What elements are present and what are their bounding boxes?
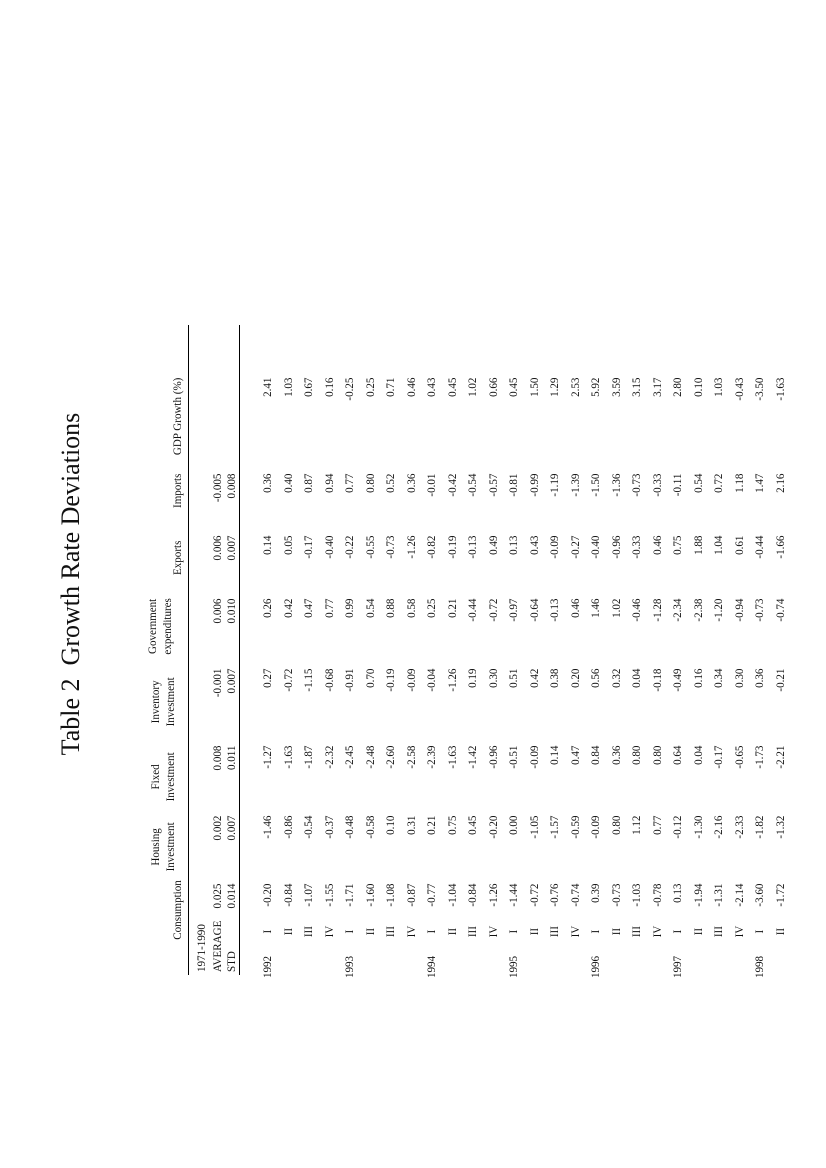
table-cell: -0.57 <box>485 473 500 497</box>
table-cell: -0.22 <box>342 535 356 559</box>
table-cell: -0.96 <box>485 745 500 769</box>
year-label: 1995 <box>506 955 520 979</box>
table-cell: -1.26 <box>444 668 459 692</box>
quarter-label: IV <box>731 925 746 938</box>
table-cell: -0.84 <box>280 883 295 907</box>
year-label: 1992 <box>260 955 274 979</box>
header-fixed-2: Investment <box>163 752 177 802</box>
table-cell: -1.08 <box>383 883 397 907</box>
table-cell: 0.10 <box>383 815 397 835</box>
header-fixed-1: Fixed <box>148 764 162 790</box>
table-cell: -1.66 <box>772 535 787 559</box>
table-cell: -2.58 <box>403 745 418 769</box>
table-cell: 0.21 <box>424 815 438 835</box>
table-cell: -1.55 <box>321 883 336 907</box>
table-cell: -1.20 <box>711 598 725 622</box>
table-cell: 0.39 <box>588 883 602 903</box>
table-cell: -1.04 <box>444 883 459 907</box>
table-cell: -1.26 <box>485 883 500 907</box>
quarter-label: IV <box>485 925 500 938</box>
table-cell: -0.48 <box>342 815 356 839</box>
header-government-2: expenditures <box>160 598 174 655</box>
table-cell: -0.65 <box>731 745 746 769</box>
table-cell: -1.28 <box>649 598 664 622</box>
quarter-label: III <box>301 926 315 938</box>
table-cell: 0.16 <box>690 668 705 688</box>
table-cell: -0.43 <box>731 377 746 401</box>
table-cell: 1.02 <box>465 377 479 397</box>
header-inventory-1: Inventory <box>148 680 162 724</box>
table-cell: 0.20 <box>567 668 582 688</box>
table-cell: -0.20 <box>260 883 274 907</box>
table-cell: -0.27 <box>567 535 582 559</box>
table-cell: 0.52 <box>383 473 397 493</box>
table-cell: 0.25 <box>362 377 377 397</box>
table-cell: -0.04 <box>424 668 438 692</box>
table-cell: 0.13 <box>506 535 520 555</box>
table-cell: -2.14 <box>731 883 746 907</box>
table-cell: 0.26 <box>260 598 274 618</box>
table-cell: -2.32 <box>321 745 336 769</box>
table-cell: -0.58 <box>362 815 377 839</box>
table-cell: -0.44 <box>752 535 766 559</box>
table-cell: 3.15 <box>629 377 643 397</box>
table-title: Table 2 Growth Rate Deviations <box>56 412 85 756</box>
table-cell: -1.60 <box>362 883 377 907</box>
table-cell: -0.64 <box>526 598 541 622</box>
summary-row-label: AVERAGE <box>210 920 224 972</box>
table-cell: 0.32 <box>608 668 623 688</box>
table-cell: 0.34 <box>711 668 725 688</box>
table-cell: 0.19 <box>465 668 479 688</box>
quarter-label: II <box>444 927 459 936</box>
table-cell: 0.84 <box>588 745 602 765</box>
table-cell: -0.73 <box>608 883 623 907</box>
table-cell: 0.43 <box>424 377 438 397</box>
quarter-label: I <box>670 929 684 934</box>
quarter-label: II <box>526 927 541 936</box>
table-cell: 0.94 <box>321 473 336 493</box>
table-cell: 0.56 <box>588 668 602 688</box>
table-cell: 0.54 <box>362 598 377 618</box>
table-cell: 2.80 <box>670 377 684 397</box>
table-cell: -2.38 <box>690 598 705 622</box>
table-cell: -0.09 <box>547 535 561 559</box>
table-cell: -0.20 <box>485 815 500 839</box>
table-cell: -0.46 <box>629 598 643 622</box>
table-cell: -0.54 <box>301 815 315 839</box>
header-inventory-2: Investment <box>163 677 177 727</box>
quarter-label: II <box>772 927 787 936</box>
table-cell: -0.72 <box>526 883 541 907</box>
table-cell: -0.19 <box>444 535 459 559</box>
table-cell: 0.31 <box>403 815 418 835</box>
table-cell: 0.51 <box>506 668 520 688</box>
summary-value: 0.007 <box>224 535 238 561</box>
table-cell: 0.40 <box>280 473 295 493</box>
table-cell: -3.50 <box>752 377 766 401</box>
table-cell: -1.05 <box>526 815 541 839</box>
table-cell: -1.87 <box>301 745 315 769</box>
table-cell: -0.59 <box>567 815 582 839</box>
table-cell: -3.60 <box>752 883 766 907</box>
summary-value: 0.006 <box>210 535 224 561</box>
table-cell: 3.17 <box>649 377 664 397</box>
table-cell: 0.75 <box>670 535 684 555</box>
table-cell: 0.66 <box>485 377 500 397</box>
table-cell: -0.33 <box>629 535 643 559</box>
table-cell: 0.77 <box>342 473 356 493</box>
header-government-1: Government <box>145 598 159 654</box>
table-cell: 0.87 <box>301 473 315 493</box>
table-cell: 0.70 <box>362 668 377 688</box>
table-cell: 0.80 <box>608 815 623 835</box>
quarter-label: II <box>280 927 295 936</box>
table-cell: -0.40 <box>588 535 602 559</box>
table-cell: 0.05 <box>280 535 295 555</box>
quarter-label: I <box>588 929 602 934</box>
table-cell: 0.46 <box>403 377 418 397</box>
table-cell: -0.12 <box>670 815 684 839</box>
summary-value: 0.007 <box>224 815 238 841</box>
table-cell: -0.44 <box>465 598 479 622</box>
table-cell: -0.91 <box>342 668 356 692</box>
summary-value: 0.006 <box>210 598 224 624</box>
table-cell: -0.01 <box>424 473 438 497</box>
table-cell: -1.63 <box>444 745 459 769</box>
table-cell: -0.87 <box>403 883 418 907</box>
table-cell: -0.54 <box>465 473 479 497</box>
table-cell: -1.42 <box>465 745 479 769</box>
table-cell: 0.72 <box>711 473 725 493</box>
table-cell: 1.50 <box>526 377 541 397</box>
table-cell: 0.80 <box>629 745 643 765</box>
table-cell: 0.46 <box>567 598 582 618</box>
table-cell: 0.04 <box>690 745 705 765</box>
table-cell: -0.42 <box>444 473 459 497</box>
table-cell: -1.27 <box>260 745 274 769</box>
quarter-label: III <box>547 926 561 938</box>
table-cell: 0.42 <box>526 668 541 688</box>
table-cell: -1.63 <box>280 745 295 769</box>
table-cell: 0.47 <box>301 598 315 618</box>
table-cell: -1.63 <box>772 377 787 401</box>
summary-value: 0.025 <box>210 883 224 909</box>
table-cell: -0.86 <box>280 815 295 839</box>
table-cell: 0.36 <box>403 473 418 493</box>
quarter-label: IV <box>321 925 336 938</box>
table-cell: 0.67 <box>301 377 315 397</box>
table-cell: -2.60 <box>383 745 397 769</box>
table-cell: 0.36 <box>260 473 274 493</box>
table-cell: -1.03 <box>629 883 643 907</box>
table-cell: 0.99 <box>342 598 356 618</box>
table-cell: 0.43 <box>526 535 541 555</box>
table-cell: 2.53 <box>567 377 582 397</box>
table-cell: -0.97 <box>506 598 520 622</box>
quarter-label: III <box>383 926 397 938</box>
table-cell: 0.54 <box>690 473 705 493</box>
table-cell: 0.61 <box>731 535 746 555</box>
table-cell: -2.39 <box>424 745 438 769</box>
table-cell: 1.29 <box>547 377 561 397</box>
summary-row-label: STD <box>224 951 238 972</box>
table-cell: 0.45 <box>444 377 459 397</box>
table-cell: -2.21 <box>772 745 787 769</box>
summary-value: 0.008 <box>210 745 224 771</box>
table-cell: -1.31 <box>711 883 725 907</box>
quarter-label: I <box>260 929 274 934</box>
table-cell: -0.17 <box>711 745 725 769</box>
table-cell: 0.14 <box>260 535 274 555</box>
summary-value: 0.007 <box>224 668 238 694</box>
table-cell: 0.88 <box>383 598 397 618</box>
quarter-label: III <box>465 926 479 938</box>
year-label: 1997 <box>670 955 684 979</box>
table-cell: 1.03 <box>711 377 725 397</box>
table-cell: 0.16 <box>321 377 336 397</box>
table-cell: -0.74 <box>567 883 582 907</box>
table-cell: -0.37 <box>321 815 336 839</box>
table-cell: 0.64 <box>670 745 684 765</box>
table-cell: 0.13 <box>670 883 684 903</box>
table-cell: 1.18 <box>731 473 746 493</box>
table-cell: 0.14 <box>547 745 561 765</box>
table-cell: -0.77 <box>424 883 438 907</box>
table-cell: -0.13 <box>547 598 561 622</box>
table-cell: 0.42 <box>280 598 295 618</box>
table-cell: 1.04 <box>711 535 725 555</box>
quarter-label: I <box>424 929 438 934</box>
table-cell: 0.25 <box>424 598 438 618</box>
table-cell: 0.00 <box>506 815 520 835</box>
table-cell: 2.16 <box>772 473 787 493</box>
table-cell: 0.30 <box>731 668 746 688</box>
table-cell: -0.96 <box>608 535 623 559</box>
table-cell: -0.09 <box>526 745 541 769</box>
table-cell: -1.46 <box>260 815 274 839</box>
table-cell: -1.15 <box>301 668 315 692</box>
quarter-label: I <box>752 929 766 934</box>
summary-value: 0.008 <box>224 473 238 499</box>
table-cell: -0.94 <box>731 598 746 622</box>
table-cell: -1.82 <box>752 815 766 839</box>
year-label: 1996 <box>588 955 602 979</box>
quarter-label: II <box>690 927 705 936</box>
table-cell: -1.71 <box>342 883 356 907</box>
table-cell: 0.46 <box>649 535 664 555</box>
table-cell: -0.81 <box>506 473 520 497</box>
table-cell: 1.46 <box>588 598 602 618</box>
quarter-label: II <box>362 927 377 936</box>
table-cell: 1.02 <box>608 598 623 618</box>
year-label: 1994 <box>424 955 438 979</box>
header-imports: Imports <box>170 473 184 508</box>
table-cell: -0.11 <box>670 473 684 497</box>
table-cell: -0.78 <box>649 883 664 907</box>
table-cell: -0.73 <box>383 535 397 559</box>
table-cell: 0.27 <box>260 668 274 688</box>
table-cell: -0.73 <box>752 598 766 622</box>
year-label: 1998 <box>752 955 766 979</box>
table-cell: 0.30 <box>485 668 500 688</box>
header-exports: Exports <box>170 540 184 575</box>
summary-value: 0.011 <box>224 745 238 771</box>
table-cell: 0.58 <box>403 598 418 618</box>
table-cell: -1.44 <box>506 883 520 907</box>
header-consumption: Consumption <box>170 880 184 940</box>
header-housing-1: Housing <box>148 828 162 866</box>
table-cell: -0.40 <box>321 535 336 559</box>
table-cell: -0.55 <box>362 535 377 559</box>
table-cell: -0.49 <box>670 668 684 692</box>
table-cell: -0.51 <box>506 745 520 769</box>
quarter-label: IV <box>649 925 664 938</box>
table-cell: -1.94 <box>690 883 705 907</box>
table-cell: -1.32 <box>772 815 787 839</box>
summary-value: 0.014 <box>224 883 238 909</box>
summary-value: 0.002 <box>210 815 224 841</box>
table-cell: -2.48 <box>362 745 377 769</box>
table-cell: -1.39 <box>567 473 582 497</box>
table-cell: 0.75 <box>444 815 459 835</box>
quarter-label: III <box>629 926 643 938</box>
table-cell: -0.25 <box>342 377 356 401</box>
header-rule <box>188 325 189 975</box>
table-cell: -0.18 <box>649 668 664 692</box>
summary-period-label: 1971-1990 <box>194 924 208 972</box>
summary-value: 0.010 <box>224 598 238 624</box>
summary-rule <box>239 325 240 975</box>
table-cell: -1.19 <box>547 473 561 497</box>
table-cell: 5.92 <box>588 377 602 397</box>
year-label: 1993 <box>342 955 356 979</box>
table-cell: -0.72 <box>280 668 295 692</box>
table-cell: 0.80 <box>362 473 377 493</box>
table-cell: 2.41 <box>260 377 274 397</box>
table-cell: 0.45 <box>506 377 520 397</box>
table-cell: 3.59 <box>608 377 623 397</box>
table-cell: -1.36 <box>608 473 623 497</box>
table-cell: -0.72 <box>485 598 500 622</box>
table-cell: -0.21 <box>772 668 787 692</box>
table-cell: 0.10 <box>690 377 705 397</box>
table-cell: -1.72 <box>772 883 787 907</box>
table-cell: 0.21 <box>444 598 459 618</box>
table-cell: 0.36 <box>608 745 623 765</box>
table-cell: 0.36 <box>752 668 766 688</box>
table-cell: -0.33 <box>649 473 664 497</box>
table-cell: -0.13 <box>465 535 479 559</box>
table-cell: -0.17 <box>301 535 315 559</box>
table-cell: -1.30 <box>690 815 705 839</box>
table-cell: 0.38 <box>547 668 561 688</box>
table-cell: 1.47 <box>752 473 766 493</box>
table-cell: 0.04 <box>629 668 643 688</box>
table-cell: -2.45 <box>342 745 356 769</box>
quarter-label: IV <box>403 925 418 938</box>
table-cell: 0.77 <box>321 598 336 618</box>
table-cell: 0.47 <box>567 745 582 765</box>
table-cell: -2.16 <box>711 815 725 839</box>
header-housing-2: Investment <box>163 822 177 872</box>
table-cell: -1.07 <box>301 883 315 907</box>
quarter-label: IV <box>567 925 582 938</box>
summary-value: -0.005 <box>210 473 224 503</box>
summary-value: -0.001 <box>210 668 224 698</box>
table-cell: -0.82 <box>424 535 438 559</box>
table-cell: -0.99 <box>526 473 541 497</box>
table-cell: -0.19 <box>383 668 397 692</box>
table-cell: 1.12 <box>629 815 643 835</box>
table-cell: -0.76 <box>547 883 561 907</box>
table-cell: -0.73 <box>629 473 643 497</box>
table-cell: 1.88 <box>690 535 705 555</box>
table-cell: -2.34 <box>670 598 684 622</box>
header-gdp-growth: GDP Growth (%) <box>170 377 184 456</box>
table-cell: -0.68 <box>321 668 336 692</box>
table-cell: 0.49 <box>485 535 500 555</box>
table-cell: 0.45 <box>465 815 479 835</box>
table-cell: -1.26 <box>403 535 418 559</box>
table-cell: 0.77 <box>649 815 664 835</box>
quarter-label: I <box>506 929 520 934</box>
table-cell: -1.50 <box>588 473 602 497</box>
table-cell: -0.84 <box>465 883 479 907</box>
table-cell: 0.71 <box>383 377 397 397</box>
table-cell: -1.73 <box>752 745 766 769</box>
table-cell: -0.74 <box>772 598 787 622</box>
table-cell: 0.80 <box>649 745 664 765</box>
table-cell: -2.33 <box>731 815 746 839</box>
table-cell: -1.57 <box>547 815 561 839</box>
quarter-label: I <box>342 929 356 934</box>
table-cell: -0.09 <box>588 815 602 839</box>
quarter-label: III <box>711 926 725 938</box>
table-cell: -0.09 <box>403 668 418 692</box>
table-cell: 1.03 <box>280 377 295 397</box>
quarter-label: II <box>608 927 623 936</box>
